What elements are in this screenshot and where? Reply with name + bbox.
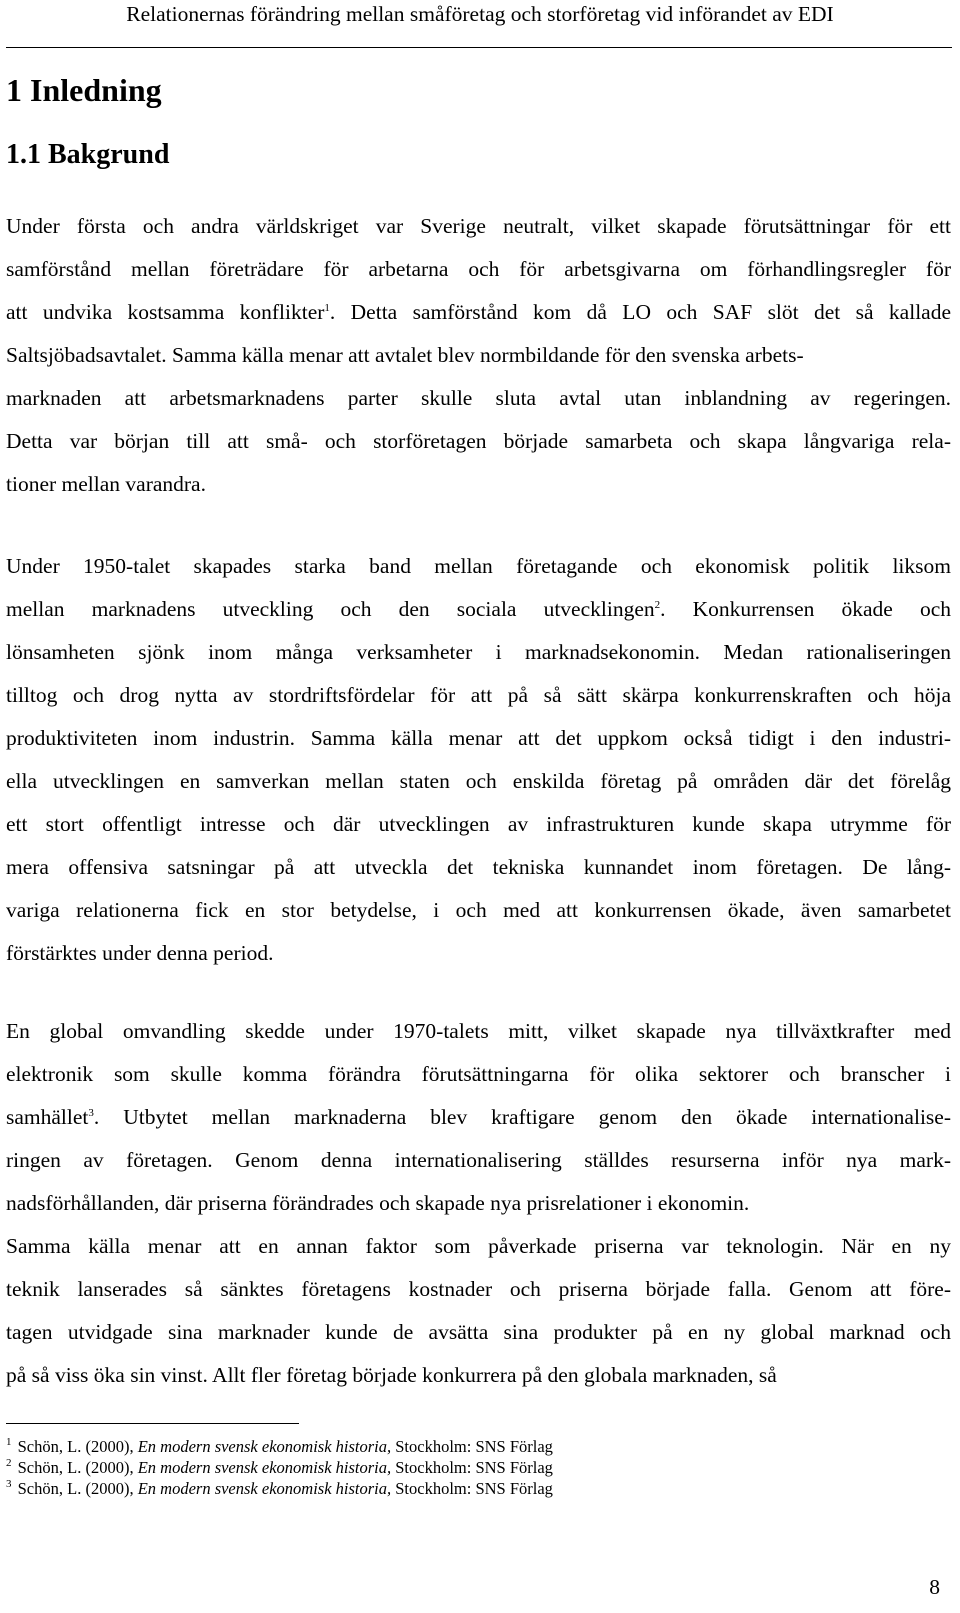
footnotes <box>6 1436 946 1499</box>
paragraph-line: ringen av företagen. Genom denna internationalisering ställdes resurserna inför nya mark- <box>6 1148 951 1172</box>
footnote-publisher: Stockholm: SNS Förlag <box>395 1479 553 1498</box>
paragraph-line: förstärktes under denna period. <box>6 941 274 965</box>
footnote-number: 3 <box>6 1478 12 1490</box>
paragraph-3 <box>6 1010 951 1397</box>
paragraph-line: Under 1950-talet skapades starka band mellan företagande och ekonomisk politik liksom <box>6 554 951 578</box>
footnote-number: 2 <box>6 1457 12 1469</box>
paragraph-line: ett stort offentligt intresse och där utvecklingen av infrastrukturen kunde skapa utrymme för <box>6 812 951 836</box>
paragraph-line: ella utvecklingen en samverkan mellan staten och enskilda företag på områden där det förelåg <box>6 769 951 793</box>
footnote-separator <box>6 1423 299 1424</box>
paragraph-text: att undvika kostsamma konflikter <box>6 300 325 324</box>
paragraph-text: . Utbytet mellan marknaderna blev kraftigare genom den ökade internationalise- <box>93 1105 951 1129</box>
paragraph-text: samhället <box>6 1105 89 1129</box>
paragraph-line: En global omvandling skedde under 1970-talets mitt, vilket skapade nya tillväxtkrafter med <box>6 1019 951 1043</box>
paragraph-2 <box>6 545 951 975</box>
paragraph-line: elektronik som skulle komma förändra förutsättningarna för olika sektorer och branscher i <box>6 1062 951 1086</box>
page-number: 8 <box>929 1575 940 1599</box>
paragraph-1 <box>6 205 951 506</box>
footnote-2 <box>6 1457 946 1478</box>
paragraph-line: lönsamheten sjönk inom många verksamheter i marknadsekonomin. Medan rationaliseringen <box>6 640 951 664</box>
paragraph-line: produktiviteten inom industrin. Samma källa menar att det uppkom också tidigt i den industri- <box>6 726 951 750</box>
section-title: 1.1 Bakgrund <box>6 139 170 170</box>
paragraph-line: nadsförhållanden, där priserna förändrades och skapade nya prisrelationer i ekonomin. <box>6 1191 750 1215</box>
paragraph-line: samförstånd mellan företrädare för arbetarna och för arbetsgivarna om förhandlingsregler för <box>6 257 951 281</box>
footnote-book-title: En modern svensk ekonomisk historia, <box>137 1437 392 1456</box>
chapter-title: 1 Inledning <box>6 72 162 108</box>
footnote-author: Schön, L. (2000), <box>17 1458 134 1477</box>
paragraph-line: Samma källa menar att en annan faktor som påverkade priserna var teknologin. När en ny <box>6 1234 951 1258</box>
paragraph-line: Under första och andra världskriget var Sverige neutralt, vilket skapade förutsättningar för ett <box>6 214 951 238</box>
paragraph-line: marknaden att arbetsmarknadens parter skulle sluta avtal utan inblandning av regeringen. <box>6 386 951 410</box>
paragraph-line <box>6 1096 951 1139</box>
paragraph-line: tagen utvidgade sina marknader kunde de avsätta sina produkter på en ny global marknad och <box>6 1320 951 1344</box>
paragraph-line <box>6 291 951 334</box>
footnote-book-title: En modern svensk ekonomisk historia, <box>137 1458 392 1477</box>
footnote-publisher: Stockholm: SNS Förlag <box>395 1458 553 1477</box>
paragraph-line <box>6 334 951 377</box>
footnote-1 <box>6 1436 946 1457</box>
paragraph-line: Detta var början till att små- och storföretagen började samarbeta och skapa långvariga rela- <box>6 429 951 453</box>
paragraph-text: . Detta samförstånd kom då LO och SAF slöt det så kallade <box>329 300 952 324</box>
footnote-author: Schön, L. (2000), <box>17 1479 134 1498</box>
paragraph-line: tioner mellan varandra. <box>6 472 206 496</box>
paragraph-text: mellan marknadens utveckling och den sociala utvecklingen <box>6 597 655 621</box>
paragraph-line: tilltog och drog nytta av stordriftsfördelar för att på så sätt skärpa konkurrenskraften och höja <box>6 683 951 707</box>
paragraph-text: Saltsjöbadsavtalet. Samma källa menar att avtalet blev normbildande för den svenska arbets- <box>6 343 804 367</box>
paragraph-line <box>6 588 951 631</box>
footnote-reference[interactable]: 1 <box>324 302 330 314</box>
footnote-reference[interactable]: 3 <box>88 1107 94 1119</box>
footnote-3 <box>6 1478 946 1499</box>
paragraph-text: . Konkurrensen ökade och <box>660 597 951 621</box>
running-header: Relationernas förändring mellan småföretag och storföretag vid införandet av EDI <box>126 2 834 26</box>
header-divider <box>6 47 952 48</box>
paragraph-line: variga relationerna fick en stor betydelse, i och med att konkurrensen ökade, även samarbetet <box>6 898 951 922</box>
footnote-author: Schön, L. (2000), <box>17 1437 134 1456</box>
footnote-publisher: Stockholm: SNS Förlag <box>395 1437 553 1456</box>
footnote-number: 1 <box>6 1436 12 1448</box>
paragraph-line: teknik lanserades så sänktes företagens kostnader och priserna började falla. Genom att före- <box>6 1277 951 1301</box>
footnote-reference[interactable]: 2 <box>654 599 661 611</box>
paragraph-line: mera offensiva satsningar på att utveckla det tekniska kunnandet inom företagen. De lång- <box>6 855 951 879</box>
footnote-book-title: En modern svensk ekonomisk historia, <box>137 1479 392 1498</box>
paragraph-line: på så viss öka sin vinst. Allt fler företag började konkurrera på den globala marknaden, så <box>6 1363 777 1387</box>
